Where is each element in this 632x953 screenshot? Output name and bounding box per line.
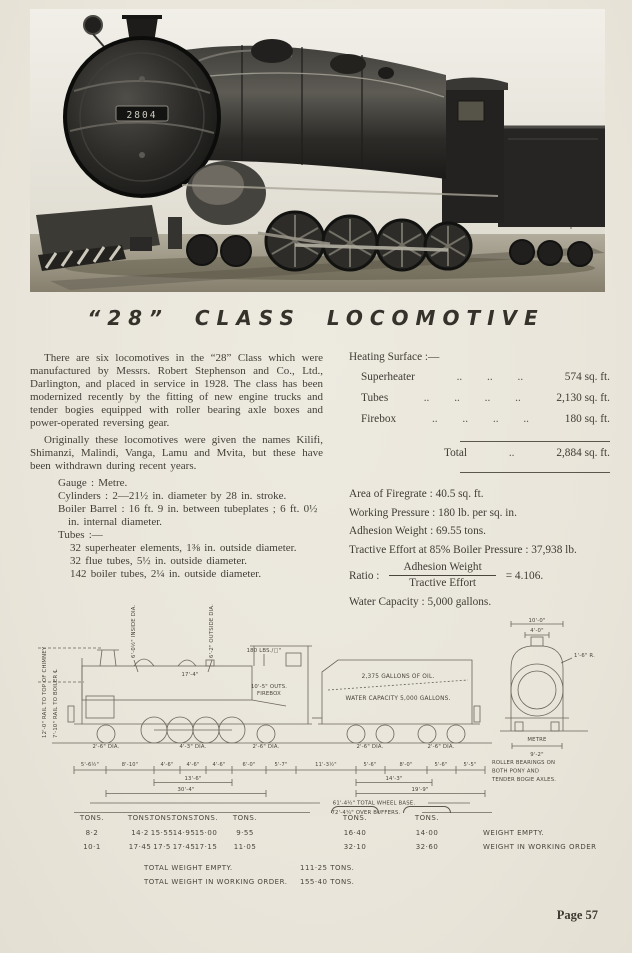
weight-working-value: 17·45 — [172, 843, 196, 851]
ratio-result: = 4.106. — [505, 569, 544, 582]
weight-working-value: 17·5 — [153, 843, 171, 851]
total-weight-empty-value: 111·25 TONS. — [300, 864, 355, 872]
dim: 5'-7" — [274, 762, 288, 768]
dot-leader: .. .. .. .. — [431, 413, 530, 425]
spec-right-column — [349, 350, 610, 613]
spec-superheater-elements: 32 superheater elements, 1⅜ in. outside diameter. — [70, 542, 297, 554]
label-dia-leading: 2'-6" DIA. — [92, 744, 120, 750]
dim: 5'-6½" — [80, 762, 100, 768]
label-dia-trailing: 2'-6" DIA. — [252, 744, 280, 750]
tender-brace — [403, 806, 451, 813]
dim: 5'-5" — [463, 762, 477, 768]
stat-adhesion-weight: Adhesion Weight : 69.55 tons. — [349, 525, 486, 537]
dim-tender-inner: 14'-3" — [385, 776, 403, 782]
label-rail-to-chimney: 12'-0" RAIL TO TOP OF CHIMNEY — [42, 646, 48, 738]
number-plate-text: 2804 — [126, 110, 158, 121]
dim-engine-wheelbase: 30'-4" — [177, 787, 195, 793]
dim-front-width: 10'-0" — [528, 618, 546, 624]
stat-water-capacity: Water Capacity : 5,000 gallons. — [349, 595, 492, 608]
dot-leader: .. .. .. .. — [423, 392, 521, 404]
dot-leader: .. .. .. — [456, 371, 524, 383]
total-weight-empty-label: TOTAL WEIGHT EMPTY. — [144, 864, 233, 872]
dim: 5'-6" — [434, 762, 448, 768]
weight-table — [22, 814, 610, 902]
total-label: Total — [444, 447, 468, 459]
dimension-diagram — [22, 596, 610, 816]
paragraph: There are six locomotives in the “28” Class which were manufactured by Messrs. Robert Stephenson and Co., Ltd., Darlington, and placed in service in 1928. The class has been modernized recently by the fitting of new engine trucks and tender bogies equipped with roller bearing axle boxes and power-operated reversing gear. — [30, 352, 323, 429]
label-water-capacity: WATER CAPACITY 5,000 GALLONS. — [345, 696, 451, 702]
spec-gauge: Gauge : Metre. — [58, 477, 128, 489]
unit-header: TONS. — [79, 814, 105, 822]
heating-row-superheater — [349, 370, 610, 391]
label-firebox-2: FIREBOX — [256, 691, 282, 697]
weight-empty-value: 8·2 — [85, 829, 99, 837]
row-value: 180 sq. ft. — [564, 413, 610, 425]
stat-tractive-effort: Tractive Effort at 85% Boiler Pressure : 37,938 lb. — [349, 543, 577, 556]
dim: 4'-6" — [212, 762, 226, 768]
total-weight-working-label: TOTAL WEIGHT IN WORKING ORDER. — [144, 878, 288, 886]
dot-leader: .. — [508, 447, 515, 459]
roller-note-1: ROLLER BEARINGS ON — [492, 760, 556, 766]
page-number: Page 57 — [556, 908, 598, 922]
locomotive-photo-art — [30, 9, 605, 292]
dim: 6'-0" — [242, 762, 256, 768]
heating-total-row — [349, 446, 610, 470]
weight-empty-label: WEIGHT EMPTY. — [483, 829, 545, 837]
unit-header: TONS. — [149, 814, 175, 822]
row-value: 574 sq. ft. — [564, 371, 610, 383]
label-outside-dia: 6'-2" OUTSIDE DIA. — [209, 604, 215, 658]
article-left-column — [30, 352, 323, 581]
spec-boiler-tubes: 142 boiler tubes, 2¼ in. outside diameter. — [70, 568, 262, 580]
dim: 8'-0" — [399, 762, 413, 768]
tender-body — [498, 127, 605, 227]
weight-working-value: 32·60 — [415, 843, 439, 851]
label-inside-dia: 6'-0½" INSIDE DIA. — [131, 604, 137, 658]
diagram-labels — [42, 604, 595, 816]
diagram-linework — [38, 621, 588, 813]
weight-working-value: 17·45 — [128, 843, 152, 851]
dim: 11'-3½" — [315, 762, 337, 768]
total-rule-below — [460, 472, 610, 473]
paragraph: Originally these locomotives were given the names Kilifi, Shimanzi, Malindi, Vanga, Lamu and Mvita, but these have been withdrawn during recent years. — [30, 434, 323, 472]
roller-note-2: BOTH PONY AND — [492, 768, 540, 775]
weight-working-value: 32·10 — [343, 843, 367, 851]
label-oil-capacity: 2,375 GALLONS OF OIL. — [361, 674, 435, 680]
unit-header: TONS. — [193, 814, 219, 822]
total-value: 2,884 sq. ft. — [556, 447, 610, 459]
weight-empty-value: 14·00 — [415, 829, 439, 837]
label-dia-tender-rear: 2'-6" DIA. — [427, 744, 455, 750]
weight-empty-value: 16·40 — [343, 829, 367, 837]
weight-empty-value: 15·55 — [150, 829, 174, 837]
dim: 8'-10" — [121, 762, 139, 768]
unit-header: TONS. — [232, 814, 258, 822]
row-label: Tubes — [361, 392, 389, 404]
weight-working-label: WEIGHT IN WORKING ORDER — [483, 843, 597, 851]
dim-coupled-wheelbase: 13'-6" — [184, 776, 202, 782]
dim: 5'-6" — [363, 762, 377, 768]
total-rule-above — [460, 441, 610, 442]
spec-flue-tubes: 32 flue tubes, 5½ in. outside diameter. — [70, 555, 248, 567]
label-boiler-pressure: 180 LBS./□" — [246, 648, 282, 654]
unit-header: TONS. — [414, 814, 440, 822]
unit-header: TONS. — [127, 814, 153, 822]
locomotive-photograph — [30, 9, 605, 292]
total-weight-working-value: 155·40 TONS. — [300, 878, 355, 886]
weight-empty-value: 15·00 — [194, 829, 218, 837]
heating-row-firebox — [349, 412, 610, 433]
ratio-label: Ratio : — [349, 569, 380, 582]
headlamp — [84, 16, 102, 34]
diagram-art — [22, 596, 610, 816]
heating-row-tubes — [349, 391, 610, 412]
label-dia-driving: 4'-3" DIA. — [179, 744, 207, 750]
weight-empty-value: 9·55 — [236, 829, 254, 837]
label-boiler-length: 17'-4" — [181, 672, 199, 678]
statistics — [349, 487, 610, 609]
weight-working-value: 17·15 — [194, 843, 218, 851]
weight-working-value: 11·05 — [233, 843, 257, 851]
label-rail-to-boiler: 7'-10" RAIL TO BOILER ℄ — [53, 669, 59, 738]
ratio-fraction — [389, 561, 495, 590]
row-label: Superheater — [361, 371, 415, 383]
ratio-denominator: Tractive Effort — [409, 577, 476, 589]
dim-over-buffers: 72'-4¼" OVER BUFFERS. — [331, 810, 401, 816]
tender-brace — [331, 806, 379, 813]
spec-tubes-heading: Tubes :— — [58, 529, 103, 541]
dim-tender-outer: 19'-9" — [411, 787, 429, 793]
unit-header: TONS. — [171, 814, 197, 822]
heating-surface-heading: Heating Surface :— — [349, 351, 440, 363]
spec-boiler-barrel: Boiler Barrel : 16 ft. 9 in. between tubeplates ; 6 ft. 0½ in. internal diameter. — [58, 503, 318, 528]
stat-working-pressure: Working Pressure : 180 lb. per sq. in. — [349, 506, 517, 519]
unit-header: TONS. — [342, 814, 368, 822]
row-label: Firebox — [361, 413, 397, 425]
weight-empty-value: 14·95 — [172, 829, 196, 837]
steam-dome — [251, 39, 293, 63]
label-dia-tender-front: 2'-6" DIA. — [356, 744, 384, 750]
dim: 4'-6" — [186, 762, 200, 768]
weight-working-value: 10·1 — [83, 843, 101, 851]
label-gauge-metre: METRE — [527, 737, 547, 743]
ratio-numerator: Adhesion Weight — [389, 561, 495, 576]
roller-note-3: TENDER BOGIE AXLES. — [492, 777, 557, 783]
page-title: “28” CLASS LOCOMOTIVE — [87, 306, 545, 330]
dim-total-wheel-base: 61'-4½" TOTAL WHEEL BASE. — [332, 800, 416, 807]
spec-cylinders: Cylinders : 2—21½ in. diameter by 28 in. stroke. — [58, 490, 287, 502]
ratio-formula — [349, 561, 610, 590]
row-value: 2,130 sq. ft. — [556, 392, 610, 404]
dim-front-base: 9'-2" — [530, 752, 544, 758]
dim: 4'-6" — [160, 762, 174, 768]
stat-firegrate: Area of Firegrate : 40.5 sq. ft. — [349, 488, 484, 500]
dim-front-chimney: 4'-0" — [530, 628, 544, 634]
label-front-radius: 1'-6" R. — [574, 653, 596, 659]
weight-empty-value: 14·2 — [131, 829, 149, 837]
label-firebox-1: 10'-5" OUTS. — [250, 684, 288, 690]
